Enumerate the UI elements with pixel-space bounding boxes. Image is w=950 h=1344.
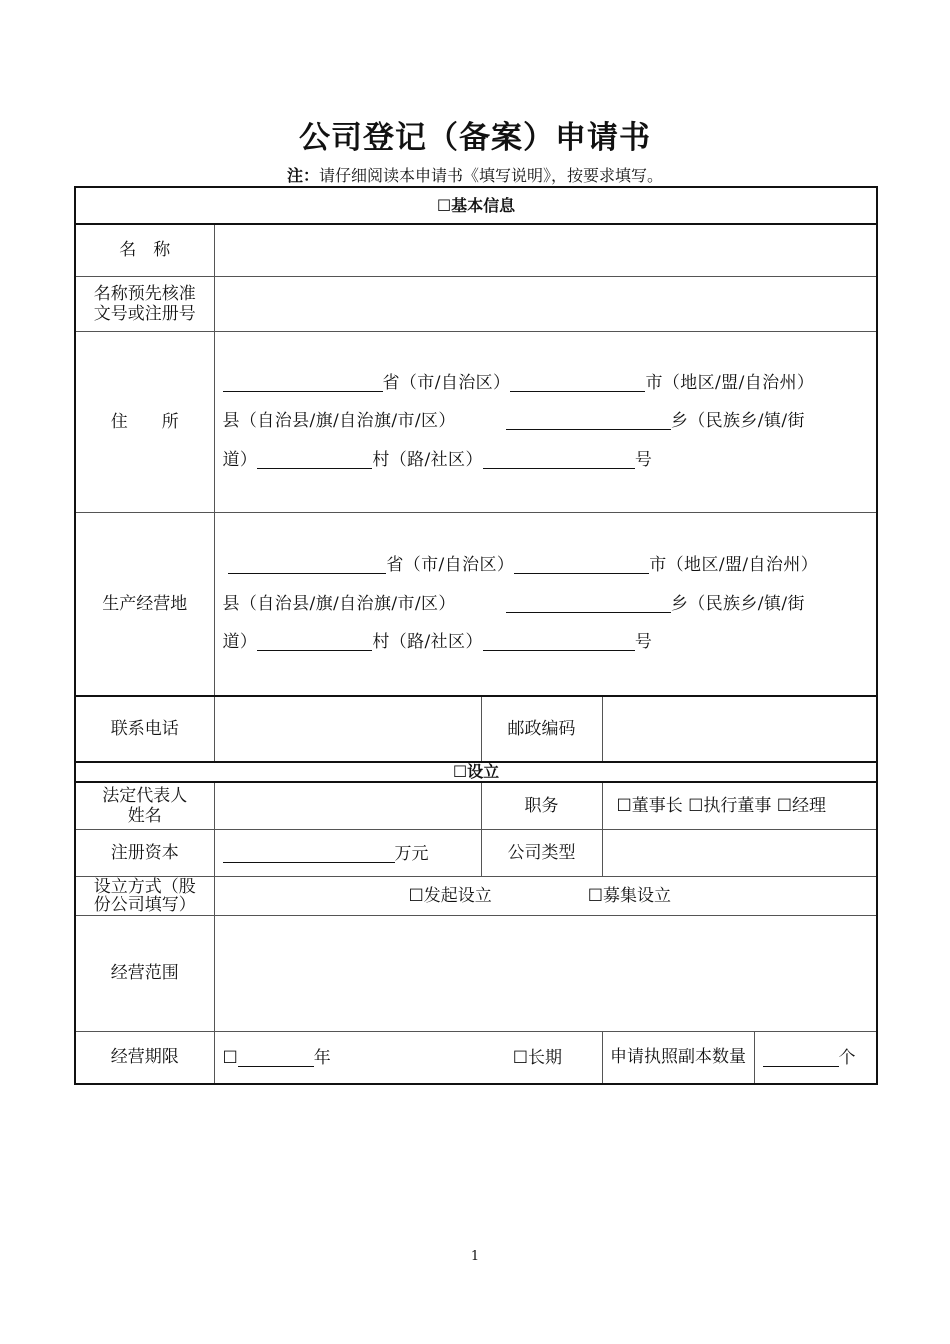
capital-label: 注册资本 xyxy=(75,829,214,876)
production-province-blank[interactable] xyxy=(228,553,386,574)
method-label: 设立方式（股 份公司填写） xyxy=(75,876,214,915)
term-years-blank[interactable] xyxy=(238,1046,314,1067)
residence-village-blank[interactable] xyxy=(257,448,372,469)
position-label: 职务 xyxy=(481,782,602,829)
production-village-blank[interactable] xyxy=(257,630,372,651)
production-address-field[interactable]: 省（市/自治区） 市（地区/盟/自治州） 县（自治县/旗/自治旗/市/区） 乡（民族乡/镇/街 道） 村（路/社区） 号 xyxy=(214,512,877,696)
copies-field[interactable]: 个 xyxy=(754,1031,877,1084)
capital-blank[interactable] xyxy=(223,842,395,863)
postal-label: 邮政编码 xyxy=(481,696,602,762)
term-field: ☐ 年 ☐长期 xyxy=(214,1031,602,1084)
term-years-checkbox[interactable]: ☐ xyxy=(222,1048,238,1069)
page-number: 1 xyxy=(470,1249,480,1264)
prenum-field[interactable] xyxy=(214,276,877,331)
scope-field[interactable] xyxy=(214,915,877,1031)
name-field[interactable] xyxy=(214,224,877,276)
method-options xyxy=(214,876,877,915)
copies-label: 申请执照副本数量 xyxy=(602,1031,754,1084)
postal-field[interactable] xyxy=(602,696,877,762)
company-type-field[interactable] xyxy=(602,829,877,876)
method-promoter-checkbox[interactable]: ☐发起设立 xyxy=(408,885,492,906)
residence-label: 住 所 xyxy=(75,331,214,512)
copies-blank[interactable] xyxy=(763,1046,839,1067)
company-type-label: 公司类型 xyxy=(481,829,602,876)
note-prefix: 注： xyxy=(286,166,319,185)
section-basic-info[interactable]: ☐基本信息 xyxy=(75,187,877,224)
legal-rep-field[interactable] xyxy=(214,782,481,829)
residence-township-blank[interactable] xyxy=(506,409,671,430)
instruction-note xyxy=(0,163,950,186)
residence-city-blank[interactable] xyxy=(510,371,645,392)
production-number-blank[interactable] xyxy=(483,630,635,651)
section-setup[interactable]: ☐设立 xyxy=(75,762,877,782)
production-township-blank[interactable] xyxy=(506,592,671,613)
residence-address-field[interactable]: 省（市/自治区） 市（地区/盟/自治州） 县（自治县/旗/自治旗/市/区） 乡（民族乡/镇/街 道） 村（路/社区） 号 xyxy=(214,331,877,512)
term-label: 经营期限 xyxy=(75,1031,214,1084)
legal-rep-label: 法定代表人 姓名 xyxy=(75,782,214,829)
residence-province-blank[interactable] xyxy=(223,371,383,392)
prenum-label: 名称预先核准 文号或注册号 xyxy=(75,276,214,331)
note-text: 请仔细阅读本申请书《填写说明》，按要求填写。 xyxy=(319,166,664,185)
scope-label: 经营范围 xyxy=(75,915,214,1031)
phone-label: 联系电话 xyxy=(75,696,214,762)
position-options[interactable]: ☐董事长 ☐执行董事 ☐经理 xyxy=(602,782,877,829)
production-label: 生产经营地 xyxy=(75,512,214,696)
production-city-blank[interactable] xyxy=(514,553,649,574)
term-long-checkbox[interactable]: ☐长期 xyxy=(512,1048,562,1069)
page-title: 公司登记（备案）申请书 xyxy=(299,120,651,156)
phone-field[interactable] xyxy=(214,696,481,762)
capital-field[interactable]: 万元 xyxy=(214,829,481,876)
name-label: 名 称 xyxy=(75,224,214,276)
residence-number-blank[interactable] xyxy=(483,448,635,469)
registration-form xyxy=(74,186,876,1085)
method-offering-checkbox[interactable]: ☐募集设立 xyxy=(587,885,671,906)
